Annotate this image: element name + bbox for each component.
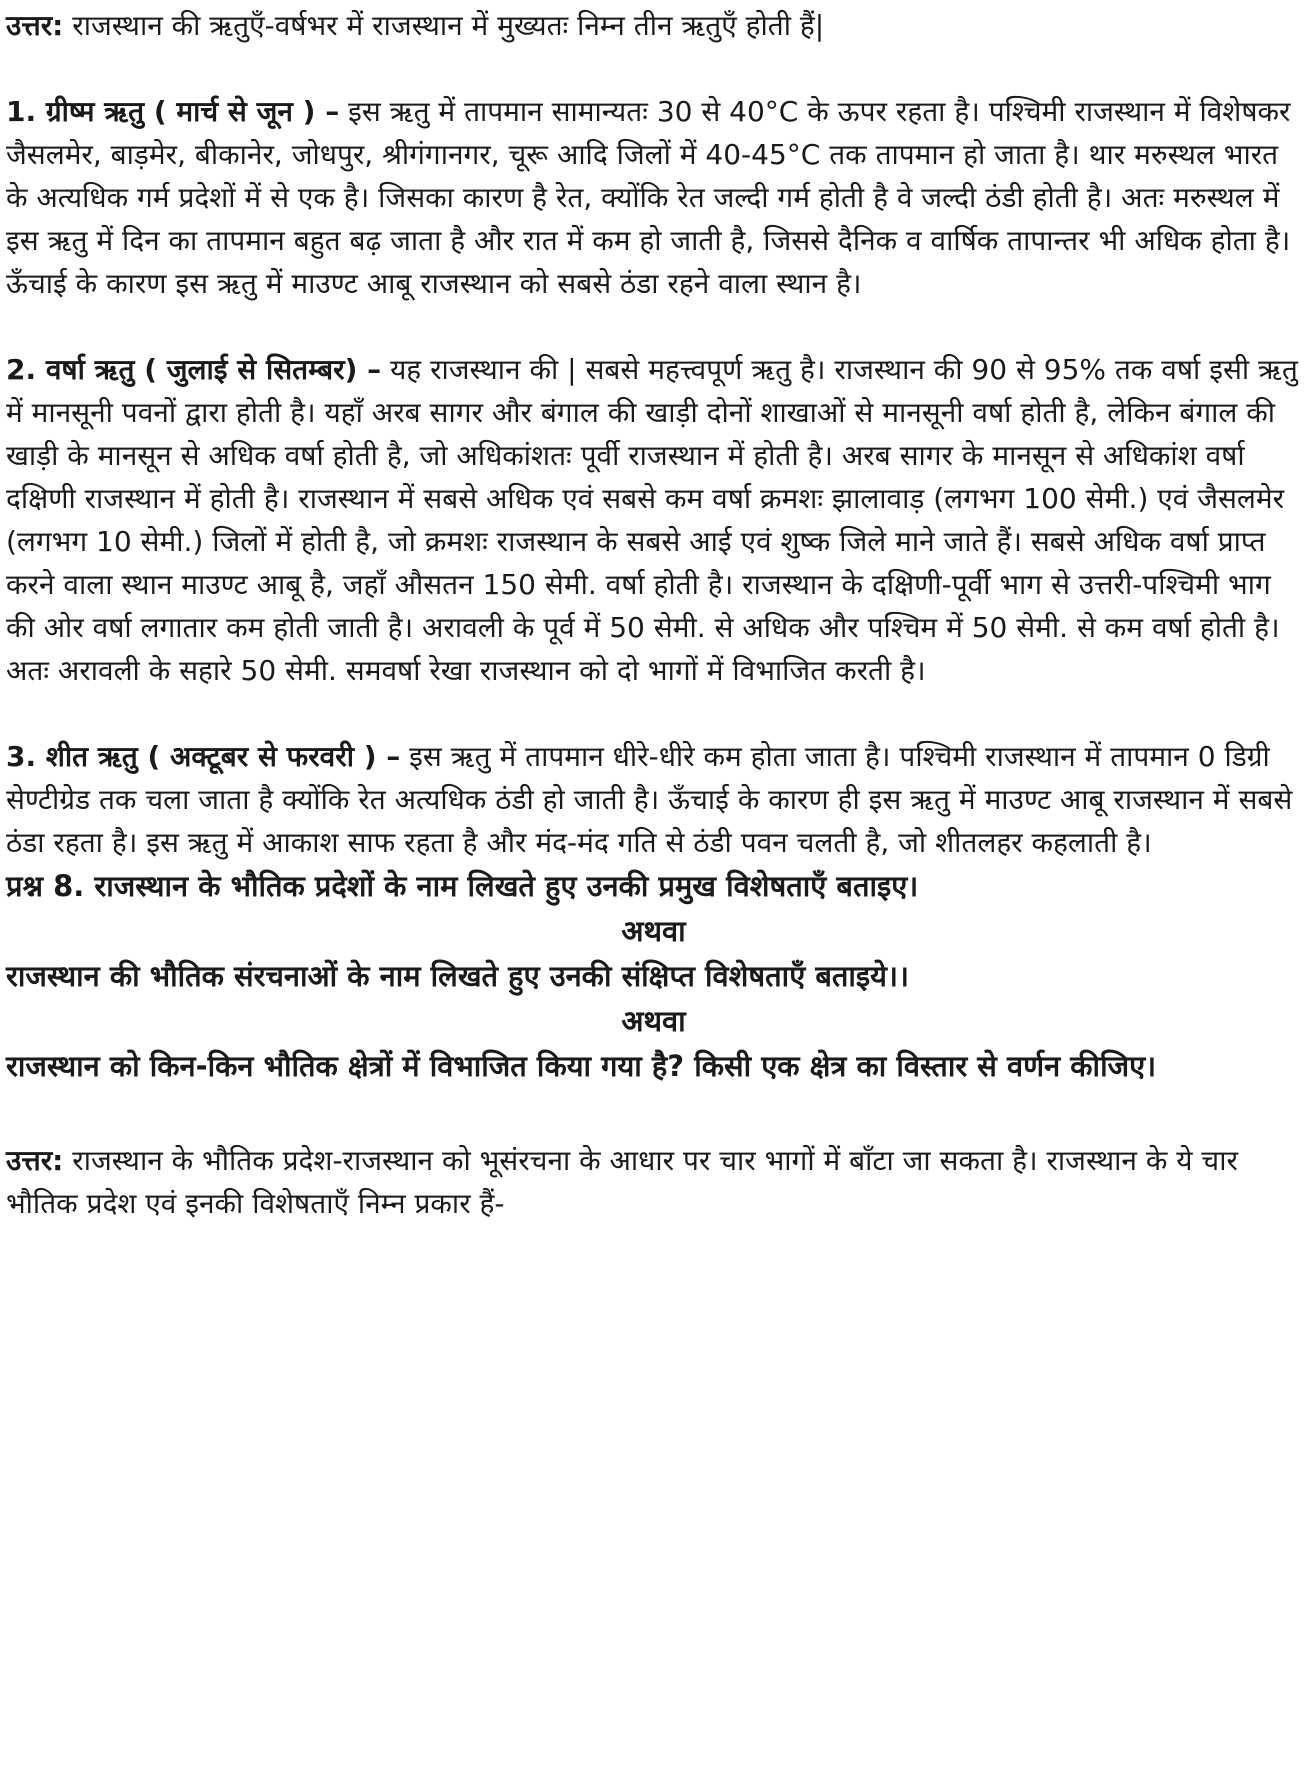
or-separator-1: अथवा [621, 914, 686, 948]
answer-label: उत्तर: [6, 9, 64, 42]
question-8-alternate-1: राजस्थान की भौतिक संरचनाओं के नाम लिखते हुए उनकी संक्षिप्त विशेषताएँ बताइये।। [6, 959, 909, 993]
summer-season-paragraph [6, 90, 1301, 305]
answer-intro-paragraph [6, 4, 1301, 47]
winter-season-text: इस ऋतु में तापमान धीरे-धीरे कम होता जाता है। पश्चिमी राजस्थान में तापमान 0 डिग्री सेण्टीग्रेड तक चला जाता है क्योंकि रेत अत्यधिक ठंडी हो जाती है। ऊँचाई के कारण ही इस ऋतु में माउण्ट आबू राजस्थान में सबसे ठंडा रहता है। इस ऋतु में आकाश साफ रहता है और मंद-मंद गति से ठंडी पवन चलती है, जो शीतलहर कहलाती है। [6, 740, 1293, 859]
summer-season-text: इस ऋतु में तापमान सामान्यतः 30 से 40°C के ऊपर रहता है। पश्चिमी राजस्थान में विशेषकर जैसलमेर, बाड़मेर, बीकानेर, जोधपुर, श्रीगंगानगर, चूरू आदि जिलों में 40-45°C तक तापमान हो जाता है। थार मरुस्थल भारत के अत्यधिक गर्म प्रदेशों में से एक है। जिसका कारण है रेत, क्योंकि रेत जल्दी गर्म होती है वे जल्दी ठंडी होती है। अतः मरुस्थल में इस ऋतु में दिन का तापमान बहुत बढ़ जाता है और रात में कम हो जाती है, जिससे दैनिक व वार्षिक तापान्तर भी अधिक होता है। ऊँचाई के कारण इस ऋतु में माउण्ट आबू राजस्थान को सबसे ठंडा रहने वाला स्थान है। [6, 95, 1291, 300]
answer-label-2: उत्तर: [6, 1144, 64, 1177]
winter-season-paragraph [6, 735, 1301, 864]
document-page [6, 4, 1301, 1225]
rainy-season-heading: 2. वर्षा ऋतु ( जुलाई से सितम्बर) – [6, 353, 382, 386]
winter-season-heading: 3. शीत ऋतु ( अक्टूबर से फरवरी ) – [6, 740, 401, 773]
question-8-alternate-2: राजस्थान को किन-किन भौतिक क्षेत्रों में विभाजित किया गया है? किसी एक क्षेत्र का विस्तार से वर्णन कीजिए। [6, 1049, 1157, 1083]
or-separator-2: अथवा [621, 1004, 686, 1038]
summer-season-heading: 1. ग्रीष्म ऋतु ( मार्च से जून ) – [6, 95, 340, 128]
rainy-season-paragraph [6, 348, 1301, 692]
answer-physical-regions-text: राजस्थान के भौतिक प्रदेश-राजस्थान को भूसंरचना के आधार पर चार भागों में बाँटा जा सकता है। राजस्थान के ये चार भौतिक प्रदेश एवं इनकी विशेषताएँ निम्न प्रकार हैं- [6, 1144, 1238, 1220]
answer-physical-regions-paragraph [6, 1139, 1301, 1225]
rainy-season-text: यह राजस्थान की | सबसे महत्त्वपूर्ण ऋतु है। राजस्थान की 90 से 95% तक वर्षा इसी ऋतु में मानसूनी पवनों द्वारा होती है। यहाँ अरब सागर और बंगाल की खाड़ी दोनों शाखाओं से मानसूनी वर्षा होती है, लेकिन बंगाल की खाड़ी के मानसून से अधिक वर्षा होती है, जो अधिकांशतः पूर्वी राजस्थान में होती है। अरब सागर के मानसून से अधिकांश वर्षा दक्षिणी राजस्थान में होती है। राजस्थान में सबसे अधिक एवं सबसे कम वर्षा क्रमशः झालावाड़ (लगभग 100 सेमी.) एवं जैसलमेर (लगभग 10 सेमी.) जिलों में होती है, जो क्रमशः राजस्थान के सबसे आई एवं शुष्क जिले माने जाते हैं। सबसे अधिक वर्षा प्राप्त करने वाला स्थान माउण्ट आबू है, जहाँ औसतन 150 सेमी. वर्षा होती है। राजस्थान के दक्षिणी-पूर्वी भाग से उत्तरी-पश्चिमी भाग की ओर वर्षा लगातार कम होती जाती है। अरावली के पूर्व में 50 सेमी. से अधिक और पश्चिम में 50 सेमी. से कम वर्षा होती है। अतः अरावली के सहारे 50 सेमी. समवर्षा रेखा राजस्थान को दो भागों में विभाजित करती है। [6, 353, 1298, 687]
question-8: प्रश्न 8. राजस्थान के भौतिक प्रदेशों के नाम लिखते हुए उनकी प्रमुख विशेषताएँ बताइए। [6, 869, 919, 903]
answer-intro-text: राजस्थान की ऋतुएँ-वर्षभर में राजस्थान में मुख्यतः निम्न तीन ऋतुएँ होती हैं| [63, 9, 825, 42]
